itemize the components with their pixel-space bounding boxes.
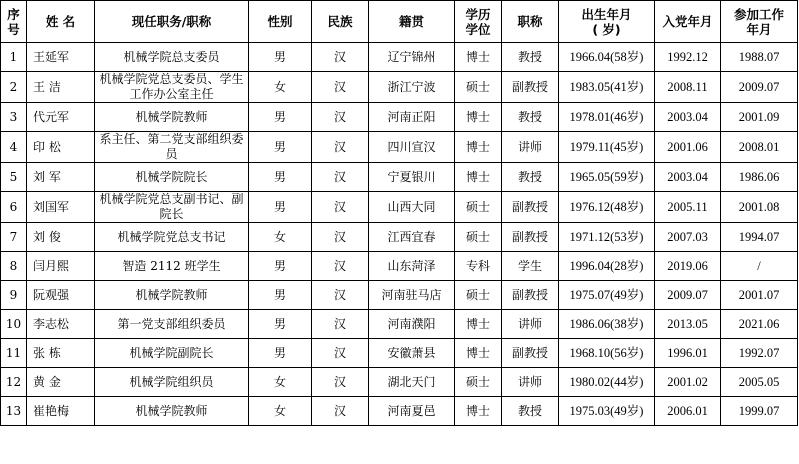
cell-gender: 女 [249,223,312,252]
cell-birth: 1976.12(48岁) [559,192,655,223]
cell-education: 博士 [455,163,502,192]
cell-education: 硕士 [455,223,502,252]
cell-work-date: 1992.07 [721,339,798,368]
cell-name: 王 洁 [27,72,95,103]
cell-gender: 男 [249,192,312,223]
cell-no: 3 [1,103,27,132]
cell-origin: 河南正阳 [369,103,455,132]
header-work-date [721,1,798,43]
cell-position: 机械学院教师 [95,281,249,310]
cell-work-date: 2001.07 [721,281,798,310]
cell-no: 13 [1,397,27,426]
cell-education: 博士 [455,43,502,72]
table-row [1,43,798,72]
cell-origin: 辽宁锦州 [369,43,455,72]
header-work-line1: 参加工作 [733,6,784,22]
cell-birth: 1983.05(41岁) [559,72,655,103]
cell-gender: 女 [249,368,312,397]
cell-gender: 男 [249,310,312,339]
cell-title: 副教授 [502,192,559,223]
cell-birth: 1975.03(49岁) [559,397,655,426]
cell-no: 4 [1,132,27,163]
cell-ethnicity: 汉 [312,103,369,132]
header-education-line1: 学历 [465,6,491,22]
cell-position: 机械学院教师 [95,397,249,426]
cell-education: 博士 [455,339,502,368]
cell-title: 教授 [502,163,559,192]
cell-ethnicity: 汉 [312,72,369,103]
cell-origin: 河南濮阳 [369,310,455,339]
cell-ethnicity: 汉 [312,339,369,368]
cell-position: 机械学院院长 [95,163,249,192]
header-title: 职称 [502,1,559,43]
cell-position: 机械学院党总支书记 [95,223,249,252]
cell-name: 黄 金 [27,368,95,397]
table-row [1,103,798,132]
cell-gender: 男 [249,103,312,132]
cell-work-date: 1986.06 [721,163,798,192]
cell-party-date: 2009.07 [655,281,721,310]
cell-position: 机械学院党总支委员、学生工作办公室主任 [95,72,249,103]
cell-position: 机械学院组织员 [95,368,249,397]
cell-no: 9 [1,281,27,310]
cell-party-date: 2005.11 [655,192,721,223]
cell-ethnicity: 汉 [312,252,369,281]
cell-title: 讲师 [502,310,559,339]
cell-title: 教授 [502,43,559,72]
cell-gender: 男 [249,132,312,163]
cell-name: 印 松 [27,132,95,163]
cell-name: 阮观强 [27,281,95,310]
cell-name: 代元军 [27,103,95,132]
cell-position: 第一党支部组织委员 [95,310,249,339]
cell-origin: 宁夏银川 [369,163,455,192]
cell-ethnicity: 汉 [312,397,369,426]
cell-birth: 1975.07(49岁) [559,281,655,310]
cell-position: 机械学院教师 [95,103,249,132]
header-birth-line2: ( 岁) [592,21,621,37]
cell-party-date: 1996.01 [655,339,721,368]
cell-party-date: 2006.01 [655,397,721,426]
header-row [1,1,798,43]
cell-name: 崔艳梅 [27,397,95,426]
cell-work-date: 2008.01 [721,132,798,163]
cell-ethnicity: 汉 [312,368,369,397]
cell-party-date: 2013.05 [655,310,721,339]
header-work-line2: 年月 [746,21,772,37]
cell-gender: 男 [249,252,312,281]
cell-title: 讲师 [502,368,559,397]
cell-party-date: 2003.04 [655,163,721,192]
cell-gender: 男 [249,163,312,192]
cell-birth: 1986.06(38岁) [559,310,655,339]
cell-ethnicity: 汉 [312,310,369,339]
cell-name: 张 栋 [27,339,95,368]
cell-name: 闫月熙 [27,252,95,281]
header-gender: 性别 [249,1,312,43]
cell-birth: 1980.02(44岁) [559,368,655,397]
cell-party-date: 2007.03 [655,223,721,252]
cell-gender: 男 [249,339,312,368]
cell-ethnicity: 汉 [312,281,369,310]
header-no-line1: 序 [7,6,20,22]
table-row [1,397,798,426]
header-birth-line1: 出生年月 [581,6,632,22]
table-row [1,339,798,368]
cell-title: 学生 [502,252,559,281]
table-row [1,163,798,192]
cell-name: 王延军 [27,43,95,72]
cell-education: 专科 [455,252,502,281]
table-row [1,368,798,397]
cell-party-date: 1992.12 [655,43,721,72]
header-no-line2: 号 [7,21,20,37]
cell-origin: 河南夏邑 [369,397,455,426]
cell-birth: 1965.05(59岁) [559,163,655,192]
cell-title: 副教授 [502,281,559,310]
cell-no: 5 [1,163,27,192]
cell-name: 刘 俊 [27,223,95,252]
cell-education: 博士 [455,132,502,163]
cell-position: 智造 2112 班学生 [95,252,249,281]
cell-name: 李志松 [27,310,95,339]
cell-work-date: 2001.09 [721,103,798,132]
cell-name: 刘国军 [27,192,95,223]
cell-work-date: 2001.08 [721,192,798,223]
cell-work-date: 2009.07 [721,72,798,103]
cell-origin: 四川宣汉 [369,132,455,163]
cell-no: 11 [1,339,27,368]
cell-name: 刘 军 [27,163,95,192]
cell-ethnicity: 汉 [312,163,369,192]
cell-work-date: 1999.07 [721,397,798,426]
cell-education: 硕士 [455,368,502,397]
cell-work-date: / [721,252,798,281]
cell-origin: 河南驻马店 [369,281,455,310]
cell-birth: 1971.12(53岁) [559,223,655,252]
cell-title: 教授 [502,103,559,132]
cell-work-date: 2005.05 [721,368,798,397]
header-no [1,1,27,43]
cell-position: 机械学院党总支副书记、副院长 [95,192,249,223]
cell-title: 副教授 [502,72,559,103]
cell-gender: 女 [249,72,312,103]
cell-position: 系主任、第二党支部组织委员 [95,132,249,163]
cell-birth: 1979.11(45岁) [559,132,655,163]
cell-origin: 湖北天门 [369,368,455,397]
header-education-line2: 学位 [465,21,491,37]
header-birth [559,1,655,43]
cell-no: 6 [1,192,27,223]
cell-no: 12 [1,368,27,397]
cell-title: 副教授 [502,223,559,252]
cell-title: 副教授 [502,339,559,368]
cell-origin: 浙江宁波 [369,72,455,103]
table-row [1,192,798,223]
cell-gender: 男 [249,281,312,310]
cell-work-date: 1988.07 [721,43,798,72]
header-party-date: 入党年月 [655,1,721,43]
cell-birth: 1968.10(56岁) [559,339,655,368]
cell-ethnicity: 汉 [312,223,369,252]
cell-title: 教授 [502,397,559,426]
cell-no: 10 [1,310,27,339]
cell-education: 硕士 [455,192,502,223]
cell-ethnicity: 汉 [312,192,369,223]
cell-education: 博士 [455,103,502,132]
cell-gender: 男 [249,43,312,72]
cell-party-date: 2001.02 [655,368,721,397]
header-position: 现任职务/职称 [95,1,249,43]
cell-no: 2 [1,72,27,103]
cell-position: 机械学院副院长 [95,339,249,368]
cell-no: 7 [1,223,27,252]
cell-education: 博士 [455,397,502,426]
cell-origin: 山东菏泽 [369,252,455,281]
cell-birth: 1966.04(58岁) [559,43,655,72]
table-row [1,252,798,281]
cell-education: 硕士 [455,72,502,103]
cell-position: 机械学院总支委员 [95,43,249,72]
cell-origin: 江西宜春 [369,223,455,252]
cell-birth: 1996.04(28岁) [559,252,655,281]
cell-party-date: 2008.11 [655,72,721,103]
cell-education: 硕士 [455,281,502,310]
table-row [1,132,798,163]
table-row [1,310,798,339]
cell-work-date: 2021.06 [721,310,798,339]
cell-party-date: 2001.06 [655,132,721,163]
cell-no: 1 [1,43,27,72]
cell-origin: 山西大同 [369,192,455,223]
cell-ethnicity: 汉 [312,132,369,163]
table-row [1,281,798,310]
header-education [455,1,502,43]
cell-party-date: 2003.04 [655,103,721,132]
header-ethnicity: 民族 [312,1,369,43]
table-row [1,223,798,252]
cell-birth: 1978.01(46岁) [559,103,655,132]
cell-ethnicity: 汉 [312,43,369,72]
cell-education: 博士 [455,310,502,339]
cell-origin: 安徽萧县 [369,339,455,368]
cell-gender: 女 [249,397,312,426]
cell-no: 8 [1,252,27,281]
header-origin: 籍贯 [369,1,455,43]
table-row [1,72,798,103]
cell-party-date: 2019.06 [655,252,721,281]
header-name: 姓 名 [27,1,95,43]
cell-work-date: 1994.07 [721,223,798,252]
cell-title: 讲师 [502,132,559,163]
